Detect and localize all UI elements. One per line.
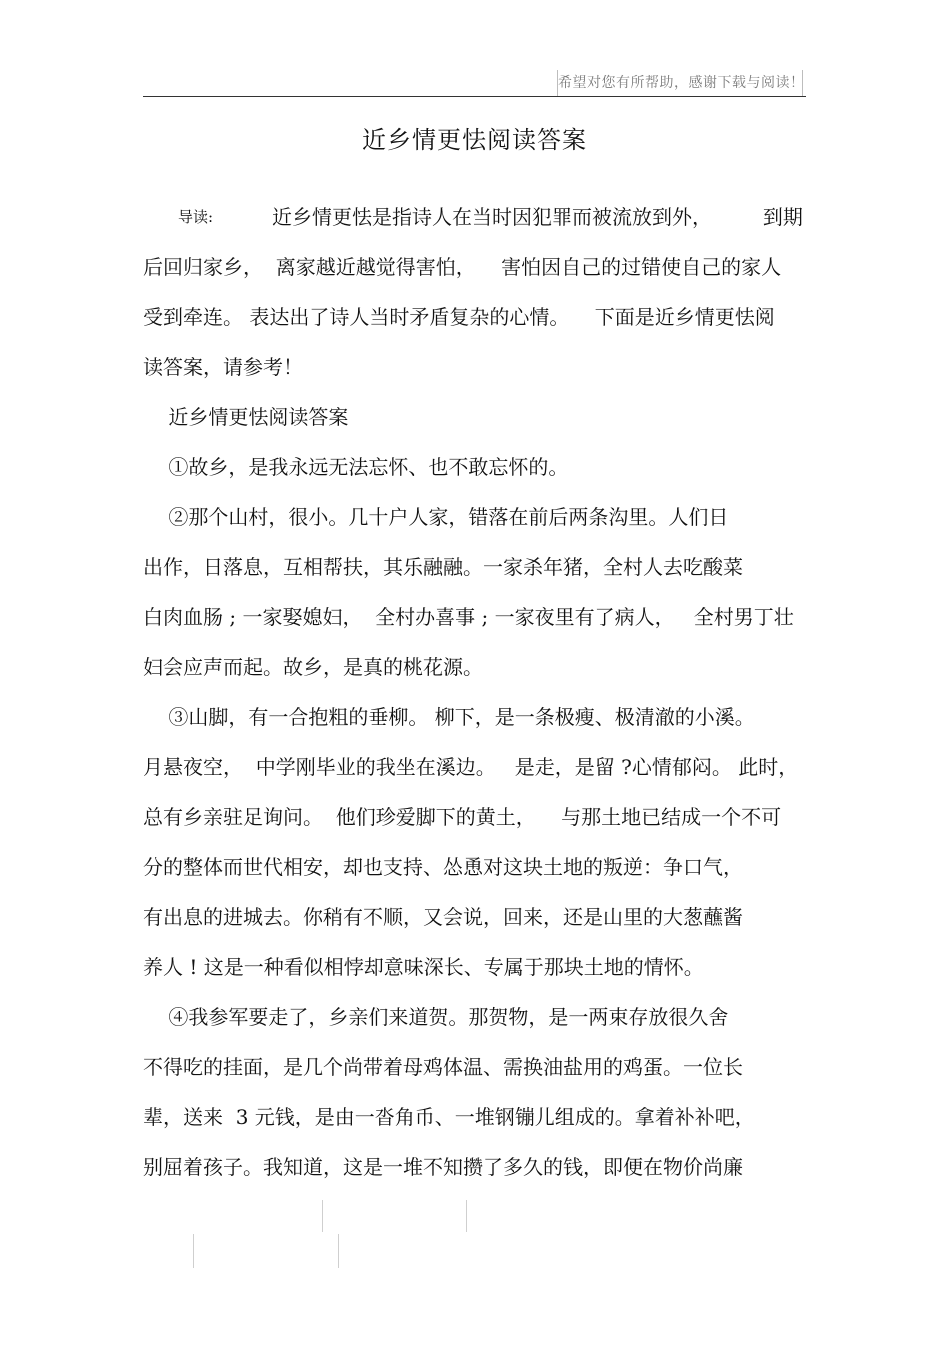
header-divider [143,96,806,97]
paragraph-4-line-3: 辈，送来 3 元钱，是由一沓角币、一堆钢镚儿组成的。拿着补补吧， [143,1105,755,1129]
document-title: 近乡情更怯阅读答案 [362,126,587,154]
lead-label: 导读: [178,208,214,226]
paragraph-3-line-3: 总有乡亲驻足询问。 他们珍爱脚下的黄土， 与那土地已结成一个不可 [143,805,782,829]
paragraph-1-line-1: ①故乡，是我永远无法忘怀、也不敢忘怀的。 [143,455,569,479]
paragraph-2-line-2: 出作，日落息，互相帮扶，其乐融融。一家杀年猪，全村人去吃酸菜 [143,555,743,579]
text-line-2: 后回归家乡， 离家越近越觉得害怕， 害怕因自己的过错使自己的家人 [143,255,782,279]
section-heading: 近乡情更怯阅读答案 [143,405,349,429]
header-note: 希望对您有所帮助，感谢下载与阅读！ [557,70,803,96]
paragraph-2-line-1: ②那个山村，很小。几十户人家，错落在前后两条沟里。人们日 [143,505,729,529]
paragraph-4-line-2: 不得吃的挂面，是几个尚带着母鸡体温、需换油盐用的鸡蛋。一位长 [143,1055,743,1079]
paragraph-4-line-4: 别屈着孩子。我知道，这是一堆不知攒了多久的钱，即便在物价尚廉 [143,1155,743,1179]
footer-rule-2 [466,1200,467,1232]
paragraph-2-line-3: 白肉血肠 ; 一家娶媳妇， 全村办喜事 ; 一家夜里有了病人， 全村男丁壮 [143,605,794,629]
paragraph-3-line-2: 月悬夜空， 中学刚毕业的我坐在溪边。 是走，是留 ?心情郁闷。 此时， [143,755,799,779]
text-line-1: 近乡情更怯是指诗人在当时因犯罪而被流放到外， 到期 [272,205,803,229]
paragraph-3-line-4: 分的整体而世代相安，却也支持、怂恿对这块土地的叛逆：争口气， [143,855,743,879]
text-line-4: 读答案，请参考！ [143,355,303,379]
paragraph-4-line-1: ④我参军要走了，乡亲们来道贺。那贺物，是一两束存放很久舍 [143,1005,729,1029]
footer-rule-4 [338,1234,339,1268]
footer-rule-3 [193,1234,194,1268]
footer-rule-1 [322,1200,323,1232]
paragraph-2-line-4: 妇会应声而起。故乡，是真的桃花源。 [143,655,483,679]
paragraph-3-line-5: 有出息的进城去。你稍有不顺，又会说，回来，还是山里的大葱蘸酱 [143,905,743,929]
text-line-3: 受到牵连。 表达出了诗人当时矛盾复杂的心情。 下面是近乡情更怯阅 [143,305,775,329]
paragraph-3-line-1: ③山脚，有一合抱粗的垂柳。 柳下，是一条极瘦、极清澈的小溪。 [143,705,755,729]
paragraph-3-line-6: 养人 ! 这是一种看似相悖却意味深长、专属于那块土地的情怀。 [143,955,704,979]
